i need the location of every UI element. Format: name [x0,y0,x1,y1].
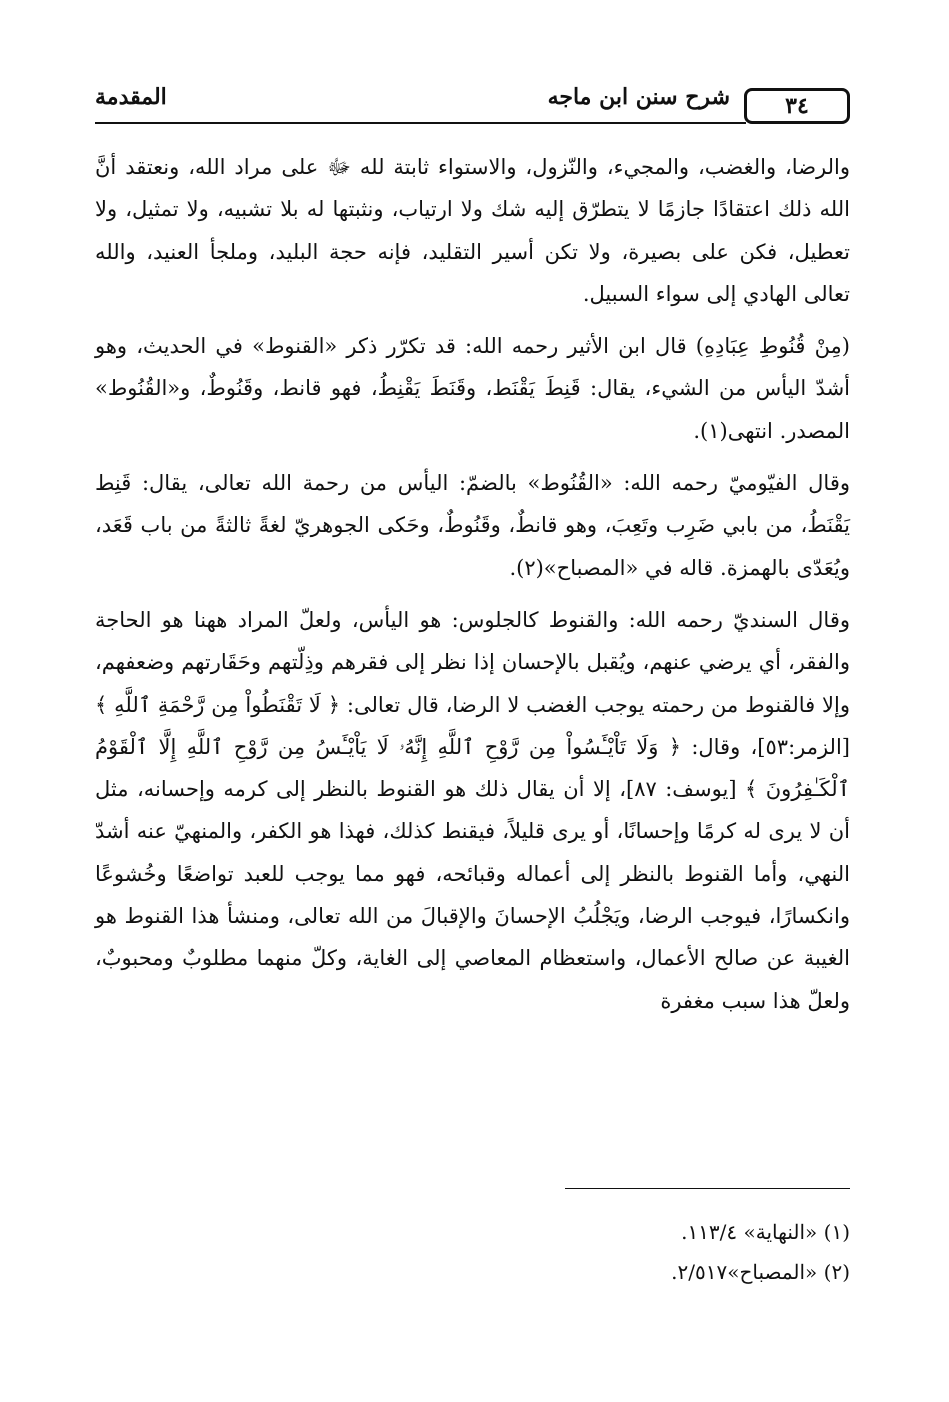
paragraph: والرضا، والغضب، والمجيء، والنّزول، والاستواء ثابتة لله ﷻ على مراد الله، ونعتقد أنَّ الله ذلك اعتقادًا جازمًا لا يتطرّق إليه شك ولا ارتياب، ونثبتها له بلا تشبيه، ولا تمثيل، ولا تعطيل، فكن على بصيرة، ولا تكن أسير التقليد، فإنه حجة البليد، وملجأ العنيد، والله تعالى الهادي إلى سواء السبيل. [95,155,850,306]
book-title: شرح سنن ابن ماجه [547,84,730,110]
header-rule [95,122,746,124]
footnote-separator [565,1188,850,1189]
page-number-box [744,88,850,124]
page-header [95,84,850,128]
section-title: المقدمة [95,84,167,110]
paragraph: (مِنْ قُنُوطِ عِبَادِهِ) قال ابن الأثير رحمه الله: قد تكرّر ذكر «القنوط» في الحديث، وهو أشدّ اليأس من الشيء، يقال: قَنِطَ يَقْنَط، وقَنَطَ يَقْنِطُ، فهو قانط، وقَنُوطٌ، و«القُنُوط» المصدر. انتهى(١). [95,334,850,443]
main-text [95,146,850,1032]
footnotes [95,1212,850,1292]
page-number: ٣٤ [785,93,809,119]
paragraph: وقال الفيّوميّ رحمه الله: «القُنُوط» بالضمّ: اليأس من رحمة الله تعالى، يقال: قَنِط يَقْنَطُ، من بابي ضَرِب وتَعِبَ، وهو قانطٌ، وقَنُوطٌ، وحَكى الجوهريّ لغةً ثالثةً من باب قَعَد، ويُعَدّى بالهمزة. قاله في «المصباح»(٢). [95,471,850,580]
footnote: (١) «النهاية» ١١٣/٤. [681,1220,850,1244]
paragraph: وقال السنديّ رحمه الله: والقنوط كالجلوس: هو اليأس، ولعلّ المراد ههنا هو الحاجة والفقر، أي يرضي عنهم، ويُقبل بالإحسان إذا نظر إلى فقرهم وذِلّتهم وحَقَارتهم وضعفهم، وإلا فالقنوط من رحمته يوجب الغضب لا الرضا، قال تعالى: ﴿ لَا تَقْنَطُواْ مِن رَّحْمَةِ ٱللَّهِ ﴾ [الزمر:٥٣]، وقال: ﴿ وَلَا تَاْيْـَٔسُواْ مِن رَّوْحِ ٱللَّهِ إِنَّهُۥ لَا يَاْيْـَٔسُ مِن رَّوْحِ ٱللَّهِ إِلَّا ٱلْقَوْمُ ٱلْكَـٰفِرُونَ ﴾ [يوسف: ٨٧]، إلا أن يقال ذلك هو القنوط بالنظر إلى كرمه وإحسانه، مثل أن لا يرى له كرمًا وإحسانًا، أو يرى قليلاً، فيقنط كذلك، فهذا هو الكفر، والمنهيّ عنه أشدّ النهي، وأما القنوط بالنظر إلى أعماله وقبائحه، فهو مما يوجب للعبد تواضعًا وخُشوعًا وانكسارًا، فيوجب الرضا، ويَجْلُبُ الإحسانَ والإقبالَ من الله تعالى، ومنشأ هذا القنوط هو الغيبة عن صالح الأعمال، واستعظام المعاصي إلى الغاية، وكلّ منهما مطلوبٌ ومحبوبٌ، ولعلّ هذا سبب مغفرة [95,607,850,1013]
footnote: (٢) «المصباح»٢/٥١٧. [671,1260,850,1284]
